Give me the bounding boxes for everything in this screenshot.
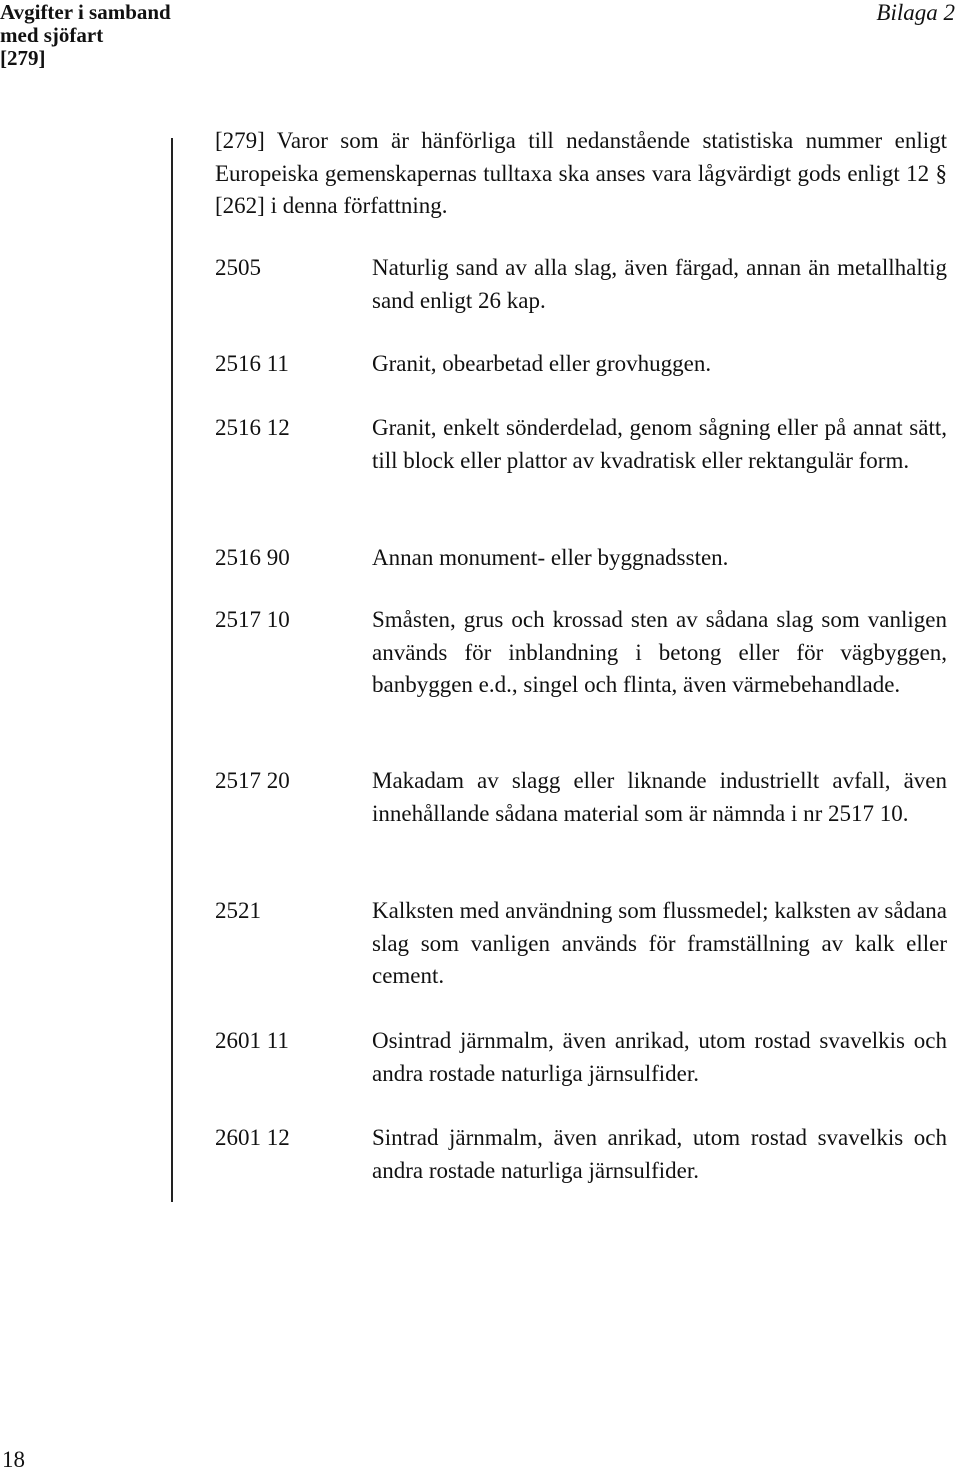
- list-item: [215, 895, 947, 1025]
- intro-paragraph: [279] Varor som är hänförliga till nedanstående statistiska nummer enligt Europeiska gemenskapernas tulltaxa ska anses vara lågvärdigt gods enligt 12 § [262] i denna författning.: [215, 128, 947, 218]
- tariff-description: Kalksten med användning som flussmedel; kalksten av sådana slag som vanligen används för framställning av kalk eller cement.: [372, 898, 947, 988]
- list-item: [215, 765, 947, 895]
- appendix-label: Bilaga 2: [876, 0, 955, 25]
- tariff-code: 2505: [215, 255, 261, 280]
- list-item: [215, 1025, 947, 1122]
- tariff-code: 2516 90: [215, 545, 290, 570]
- tariff-description: Sintrad järnmalm, även anrikad, utom rostad svavelkis och andra rostade naturliga järnsulfider.: [372, 1125, 947, 1183]
- running-header-left: [0, 1, 171, 70]
- list-item: [215, 252, 947, 348]
- tariff-description: Osintrad järnmalm, även anrikad, utom rostad svavelkis och andra rostade naturliga järnsulfider.: [372, 1028, 947, 1086]
- list-item: [215, 604, 947, 765]
- tariff-description: Granit, enkelt sönderdelad, genom sågning eller på annat sätt, till block eller plattor av kvadratisk eller rektangulär form.: [372, 415, 947, 473]
- tariff-description: Makadam av slagg eller liknande industriellt avfall, även innehållande sådana material som är nämnda i nr 2517 10.: [372, 768, 947, 826]
- tariff-code: 2516 11: [215, 351, 289, 376]
- tariff-code: 2517 10: [215, 607, 290, 632]
- page-number: 18: [2, 1447, 25, 1472]
- header-line: med sjöfart: [0, 23, 104, 47]
- tariff-code: 2601 12: [215, 1125, 290, 1150]
- list-item: [215, 348, 947, 412]
- tariff-description: Granit, obearbetad eller grovhuggen.: [372, 351, 712, 376]
- list-item: [215, 412, 947, 542]
- tariff-code: 2521: [215, 898, 261, 923]
- tariff-code: 2516 12: [215, 415, 290, 440]
- tariff-description: Annan monument- eller byggnadssten.: [372, 545, 729, 570]
- change-bar: [171, 138, 173, 1202]
- list-item: [215, 542, 947, 604]
- list-item: [215, 1122, 947, 1188]
- header-line: Avgifter i samband: [0, 0, 171, 24]
- tariff-code: 2601 11: [215, 1028, 289, 1053]
- tariff-description: Småsten, grus och krossad sten av sådana slag som vanligen används för inblandning i betong eller för vägbyggen, banbyggen e.d., singel och flinta, även värmebehandlade.: [372, 607, 947, 697]
- tariff-code: 2517 20: [215, 768, 290, 793]
- tariff-list: [215, 252, 947, 1188]
- tariff-description: Naturlig sand av alla slag, även färgad, annan än metallhaltig sand enligt 26 kap.: [372, 255, 947, 313]
- header-line: [279]: [0, 46, 46, 70]
